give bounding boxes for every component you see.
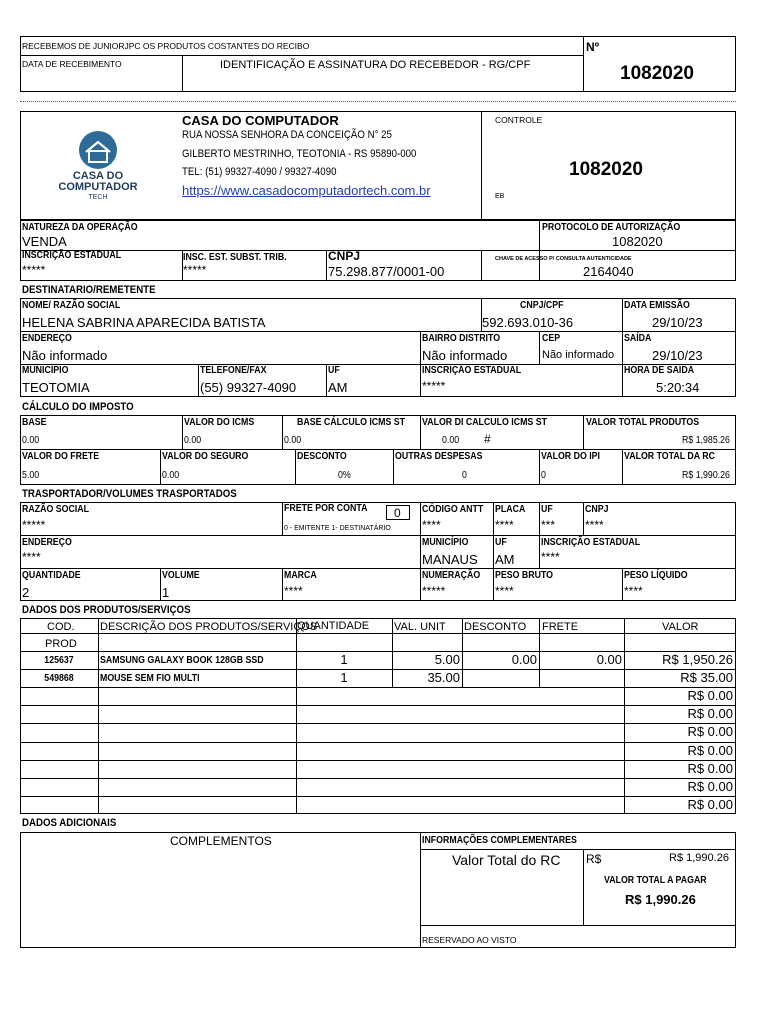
cell-code: 549868 bbox=[44, 673, 74, 685]
cell-value: R$ 0.00 bbox=[687, 706, 733, 722]
control-label: CONTROLE bbox=[495, 115, 543, 125]
cep-label: CEP bbox=[542, 333, 561, 344]
cell-value: R$ 0.00 bbox=[687, 724, 733, 740]
district-label: BAIRRO DISTRITO bbox=[422, 333, 501, 344]
products-total-value: R$ 1,985.26 bbox=[682, 435, 730, 446]
recipient-state-reg-value: ***** bbox=[422, 379, 446, 393]
exit-time-label: HORA DE SAÍDA bbox=[624, 365, 695, 376]
issuer-address2: GILBERTO MESTRINHO, TEOTONIA - RS 95890-000 bbox=[182, 148, 417, 160]
insurance-label: VALOR DO SEGURO bbox=[162, 451, 249, 462]
freight-label: VALOR DO FRETE bbox=[22, 451, 100, 462]
carrier-state-reg-label: INSCRIÇÃO ESTADUAL bbox=[541, 537, 641, 548]
antt-label: CÓDIGO ANTT bbox=[422, 504, 484, 515]
discount-value: 0% bbox=[338, 470, 351, 481]
carrier-name-value: ***** bbox=[22, 518, 46, 532]
cell-quantity: 1 bbox=[340, 670, 348, 686]
state-reg-value: ***** bbox=[22, 263, 46, 277]
cell-value: R$ 0.00 bbox=[687, 688, 733, 704]
recipient-phone-label: TELEFONE/FAX bbox=[200, 365, 267, 376]
exit-date-label: SAÍDA bbox=[624, 333, 652, 344]
protocol-label: PROTOCOLO DE AUTORIZAÇÃO bbox=[542, 222, 681, 233]
nature-value: VENDA bbox=[22, 234, 67, 249]
col-code-header: COD. bbox=[47, 621, 75, 633]
cell-unit: 5.00 bbox=[434, 652, 460, 667]
transport-section-title: TRASPORTADOR/VOLUMES TRASPORTADOS bbox=[22, 488, 237, 500]
tax-base-label: BASE bbox=[22, 417, 47, 428]
subst-value: ***** bbox=[183, 263, 207, 277]
numbering-value: ***** bbox=[422, 584, 446, 598]
district-value: Não informado bbox=[422, 348, 508, 363]
control-number: 1082020 bbox=[569, 159, 643, 180]
city-label: MUNICÍPIO bbox=[22, 365, 69, 376]
cell-value: R$ 0.00 bbox=[687, 760, 733, 776]
col-value-header: VALOR bbox=[662, 621, 699, 633]
freight-value: 5.00 bbox=[22, 470, 40, 481]
cell-value: R$ 0.00 bbox=[687, 796, 733, 812]
carrier-uf-value: *** bbox=[541, 518, 556, 532]
issuer-name: CASA DO COMPUTADOR bbox=[182, 113, 339, 128]
cell-description: SAMSUNG GALAXY BOOK 128GB SSD bbox=[100, 655, 264, 666]
exit-time-value: 5:20:34 bbox=[656, 380, 700, 395]
recipient-name-label: NOME/ RAZÃO SOCIAL bbox=[22, 300, 121, 311]
rc-total-label: VALOR TOTAL DA RC bbox=[624, 451, 715, 462]
rc-total-additional-value: R$ 1,990.26 bbox=[669, 852, 729, 864]
col-quantity-header: QUANTIDADE bbox=[297, 620, 370, 632]
recipient-cpf-value: 592.693.010-36 bbox=[482, 315, 574, 330]
brand-value: **** bbox=[284, 584, 303, 598]
freight-by-label: FRETE POR CONTA bbox=[284, 503, 368, 514]
receipt-signature-label: IDENTIFICAÇÃO E ASSINATURA DO RECEBEDOR - RG/CPF bbox=[220, 59, 531, 71]
receipt-number: 1082020 bbox=[620, 63, 694, 84]
cell-code: 125637 bbox=[44, 655, 74, 666]
eb-label: EB bbox=[495, 193, 505, 200]
cell-unit: 35.00 bbox=[427, 670, 460, 686]
receipt-number-label: Nº bbox=[586, 40, 600, 54]
nature-label: NATUREZA DA OPERAÇÃO bbox=[22, 222, 138, 233]
to-pay-label: VALOR TOTAL A PAGAR bbox=[604, 875, 707, 886]
antt-value: **** bbox=[422, 518, 441, 532]
freight-by-hint: 0 - EMITENTE 1- DESTINATÁRIO bbox=[284, 525, 391, 532]
receipt-received-text: RECEBEMOS DE JUNIORJPC OS PRODUTOS COSTANTES DO RECIBO bbox=[22, 41, 310, 51]
carrier-city-value: MANAUS bbox=[422, 552, 478, 567]
cell-description: MOUSE SEM FIO MULTI bbox=[100, 673, 200, 685]
reserved-label: RESERVADO AO VISTO bbox=[422, 935, 517, 945]
ipi-label: VALOR DO IPI bbox=[541, 451, 601, 462]
cnpj-label: CNPJ bbox=[328, 249, 361, 263]
icms-st-calc-label: VALOR DI CALCULO ICMS ST bbox=[422, 417, 547, 428]
carrier-state-reg-value: **** bbox=[541, 550, 560, 564]
qty-label: QUANTIDADE bbox=[22, 570, 81, 581]
carrier-city-label: MUNICÍPIO bbox=[422, 537, 469, 548]
products-section-title: DADOS DOS PRODUTOS/SERVIÇOS bbox=[22, 604, 191, 616]
recipient-box bbox=[20, 298, 736, 397]
numbering-label: NUMERAÇÃO bbox=[422, 570, 481, 581]
col-discount-header: DESCONTO bbox=[464, 621, 527, 633]
currency-label: R$ bbox=[586, 852, 602, 866]
carrier-address-label: ENDEREÇO bbox=[22, 537, 72, 548]
cell-value: R$ 0.00 bbox=[687, 742, 733, 758]
col-description-header: DESCRIÇÃO DOS PRODUTOS/SERVIÇOS bbox=[100, 621, 318, 633]
volume-label: VOLUME bbox=[162, 570, 200, 581]
icms-value: 0.00 bbox=[184, 435, 202, 446]
issuer-address1: RUA NOSSA SENHORA DA CONCEIÇÃO N° 25 bbox=[182, 129, 392, 141]
cell-value: R$ 0.00 bbox=[687, 778, 733, 794]
cnpj-value: 75.298.877/0001-00 bbox=[328, 264, 445, 279]
net-weight-label: PESO LÍQUIDO bbox=[624, 570, 688, 581]
receipt-date-label: DATA DE RECEBIMENTO bbox=[22, 59, 122, 69]
icms-label: VALOR DO ICMS bbox=[184, 417, 255, 428]
issuer-website-link[interactable]: https://www.casadocomputadortech.com.br bbox=[182, 183, 431, 198]
tax-base-value: 0.00 bbox=[22, 435, 40, 446]
gross-weight-value: **** bbox=[495, 584, 514, 598]
col-unit-header: VAL. UNIT bbox=[394, 621, 446, 633]
access-key-value: 2164040 bbox=[583, 264, 634, 279]
tax-section-title: CÁLCULO DO IMPOSTO bbox=[22, 401, 134, 413]
recipient-uf-label: UF bbox=[328, 365, 340, 376]
net-weight-value: **** bbox=[624, 584, 643, 598]
plate-label: PLACA bbox=[495, 504, 526, 515]
plate-value: **** bbox=[495, 518, 514, 532]
volume-value: 1 bbox=[162, 585, 170, 600]
cep-value: Não informado bbox=[542, 349, 615, 361]
icms-st-calc-value: 0.00 bbox=[442, 435, 460, 446]
icms-st-base-label: BASE CÁLCULO ICMS ST bbox=[297, 417, 406, 428]
recipient-section-title: DESTINATARIO/REMETENTE bbox=[22, 284, 156, 296]
cell-quantity: 1 bbox=[340, 652, 348, 667]
rc-total-value: R$ 1,990.26 bbox=[682, 470, 730, 481]
carrier-address-value: **** bbox=[22, 550, 41, 564]
other-expenses-label: OUTRAS DESPESAS bbox=[395, 451, 483, 462]
issue-date-value: 29/10/23 bbox=[652, 315, 703, 330]
issuer-phone: TEL: (51) 99327-4090 / 99327-4090 bbox=[182, 166, 337, 178]
discount-label: DESCONTO bbox=[297, 451, 347, 462]
city-value: TEOTOMIA bbox=[22, 380, 90, 395]
insurance-value: 0.00 bbox=[162, 470, 180, 481]
access-key-label: CHAVE DE ACESSO P/ CONSULTA AUTENTICIDADE bbox=[495, 256, 632, 262]
cell-value: R$ 1,950.26 bbox=[662, 652, 733, 667]
cut-line bbox=[20, 101, 736, 102]
freight-by-value: 0 bbox=[394, 506, 401, 520]
state-reg-label: INSCRIÇÃO ESTADUAL bbox=[22, 250, 122, 261]
additional-section-title: DADOS ADICIONAIS bbox=[22, 817, 117, 829]
col-freight-header: FRETE bbox=[542, 621, 579, 633]
carrier-uf2-label: UF bbox=[495, 537, 507, 548]
protocol-value: 1082020 bbox=[612, 234, 663, 249]
col-code-header-2: PROD bbox=[45, 638, 77, 650]
to-pay-value: R$ 1,990.26 bbox=[625, 892, 696, 907]
ipi-value: 0 bbox=[541, 470, 546, 481]
info-label: INFORMAÇÕES COMPLEMENTARES bbox=[422, 835, 577, 846]
recipient-address-value: Não informado bbox=[22, 348, 108, 363]
carrier-cnpj-label: CNPJ bbox=[585, 504, 609, 515]
recipient-name-value: HELENA SABRINA APARECIDA BATISTA bbox=[22, 315, 266, 330]
recipient-state-reg-label: INSCRIÇÃO ESTADUAL bbox=[422, 365, 522, 376]
rc-total-additional-label: Valor Total do RC bbox=[452, 852, 561, 868]
recipient-uf-value: AM bbox=[328, 380, 348, 395]
carrier-name-label: RAZÃO SOCIAL bbox=[22, 504, 89, 515]
qty-value: 2 bbox=[22, 585, 30, 600]
complements-label: COMPLEMENTOS bbox=[170, 834, 272, 848]
cell-discount: 0.00 bbox=[511, 652, 537, 667]
subst-label: INSC. EST. SUBST. TRIB. bbox=[183, 252, 287, 263]
icms-st-calc-extra: # bbox=[484, 432, 491, 446]
cell-freight: 0.00 bbox=[596, 652, 622, 667]
recipient-phone-value: (55) 99327-4090 bbox=[200, 380, 297, 395]
carrier-uf2-value: AM bbox=[495, 552, 515, 567]
issue-date-label: DATA EMISSÃO bbox=[624, 300, 690, 311]
cell-value: R$ 35.00 bbox=[680, 670, 733, 686]
carrier-uf-label: UF bbox=[541, 504, 553, 515]
exit-date-value: 29/10/23 bbox=[652, 348, 703, 363]
brand-label: MARCA bbox=[284, 570, 317, 581]
company-logo bbox=[48, 130, 148, 206]
gross-weight-label: PESO BRUTO bbox=[495, 570, 554, 581]
other-expenses-value: 0 bbox=[462, 470, 467, 481]
logo-line1: CASA DO bbox=[72, 170, 124, 182]
recipient-cpf-label: CNPJ/CPF bbox=[520, 300, 564, 311]
logo-line2: COMPUTADOR bbox=[58, 181, 138, 193]
logo-line3: TECH bbox=[88, 194, 108, 201]
icms-st-base-value: 0.00 bbox=[284, 435, 302, 446]
products-total-label: VALOR TOTAL PRODUTOS bbox=[586, 417, 700, 428]
recipient-address-label: ENDEREÇO bbox=[22, 333, 72, 344]
carrier-cnpj-value: **** bbox=[585, 518, 604, 532]
